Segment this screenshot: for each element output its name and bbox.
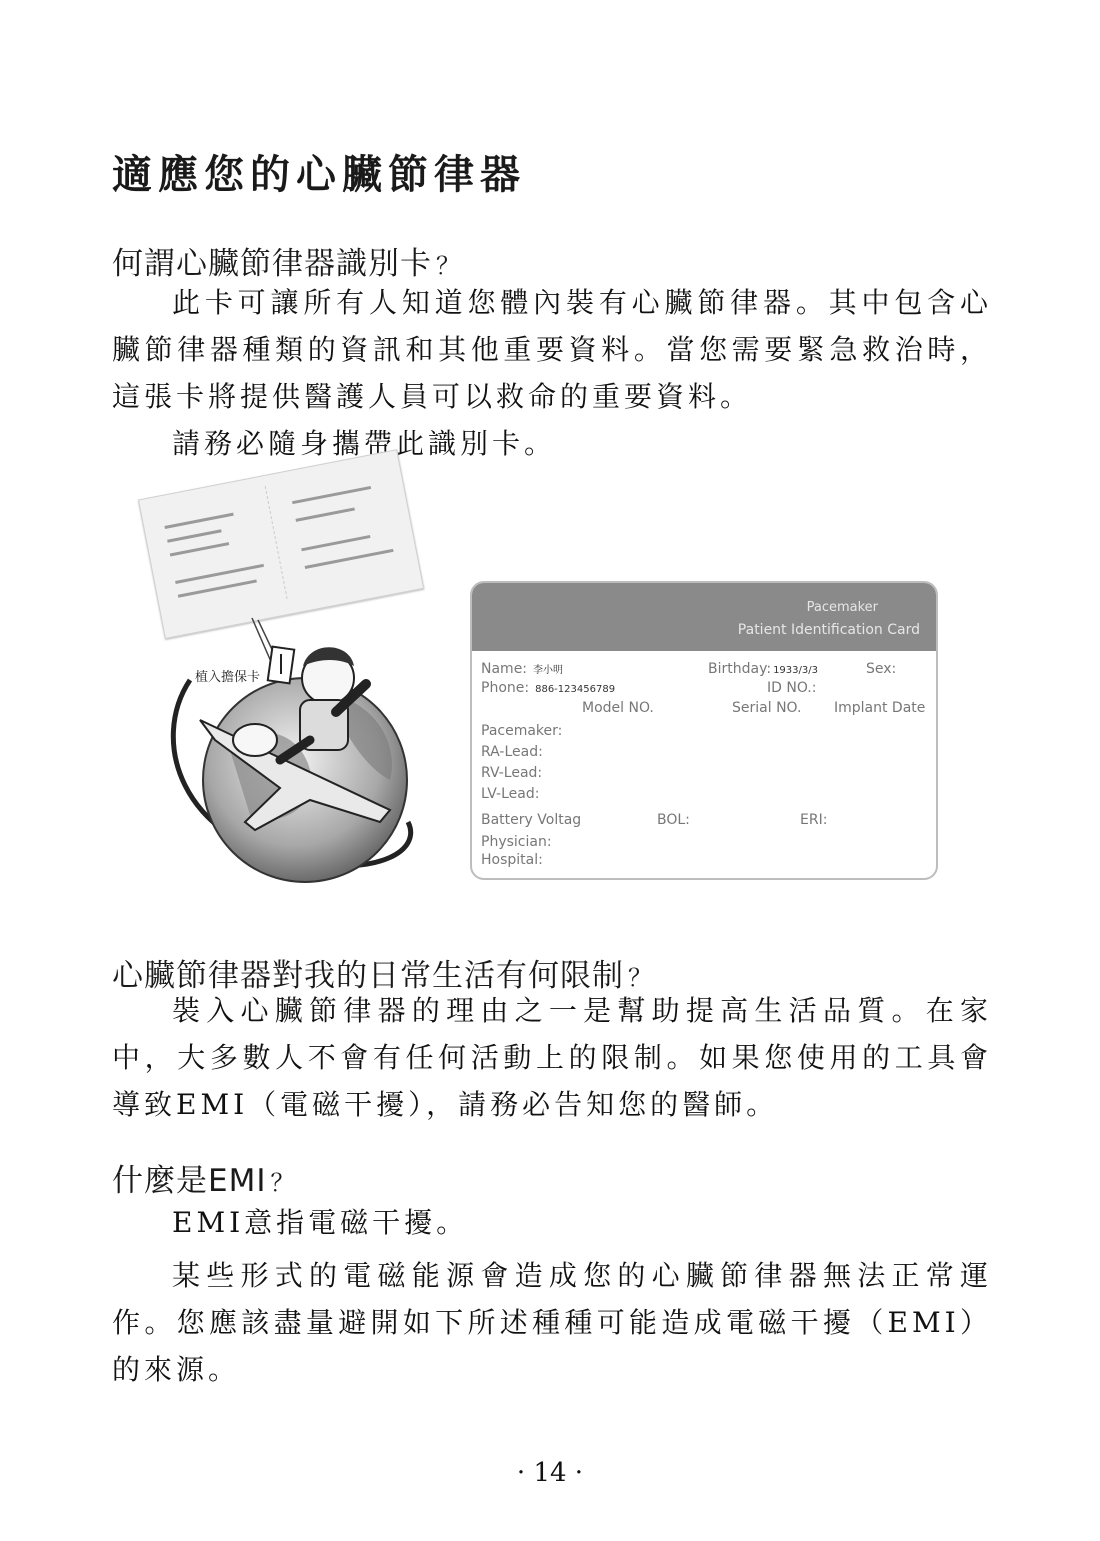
section-heading-emi [112,1155,295,1200]
id-no-field: ID NO.: [767,680,817,696]
battery-voltage-field: Battery Voltag [481,812,582,828]
question-mark: ？ [628,964,653,992]
column-implant-date: Implant Date [834,700,926,716]
page-number: · 14 · [516,1458,584,1488]
section-heading-id-card [112,238,461,283]
row-lv-lead: LV-Lead: [481,786,540,802]
heading-text: 什麼是EMI [112,1163,267,1199]
paragraph: 請務必隨身攜帶此識別卡。 [172,427,557,460]
sex-field: Sex: [866,661,897,677]
heading-text: 何謂心臟節律器識別卡 [112,246,432,282]
card-header-title: Pacemaker [806,600,878,615]
row-ra-lead: RA-Lead: [481,744,543,760]
question-mark: ？ [270,1169,296,1197]
paragraph: EMI意指電磁干擾。 [172,1206,469,1239]
paragraph: 某些形式的電磁能源會造成您的心臟節律器無法正常運作。您應該盡量避開如下所述種種可能造成電磁干擾（EMI）的來源。 [112,1259,992,1386]
section-daily-life-body [112,987,992,1128]
paragraph: 此卡可讓所有人知道您體內裝有心臟節律器。其中包含心臟節律器種類的資訊和其他重要資料。當您需要緊急救治時，這張卡將提供醫護人員可以救命的重要資料。 [112,286,992,413]
name-field: Name: 李小明 [481,661,564,677]
card-header-subtitle: Patient Identification Card [737,622,920,638]
implant-card-label: 植入擔保卡 [195,670,261,685]
column-model: Model NO. [582,700,654,716]
question-mark: ？ [436,252,461,280]
bol-field: BOL: [657,812,690,828]
phone-field: Phone: 886-123456789 [481,680,616,696]
hospital-field: Hospital: [481,852,543,868]
paragraph: 裝入心臟節律器的理由之一是幫助提高生活品質。在家中，大多數人不會有任何活動上的限制。如果您使用的工具會導致EMI（電磁干擾），請務必告知您的醫師。 [112,994,992,1121]
column-serial: Serial NO. [732,700,802,716]
section-emi-body [112,1199,992,1393]
card-back-panel [271,462,411,598]
physician-field: Physician: [481,834,552,850]
section-id-card-body [112,279,992,467]
heading-text: 心臟節律器對我的日常生活有何限制 [112,958,624,994]
page-title: 適應您的心臟節律器 [112,151,526,198]
birthday-field: Birthday: 1933/3/3 [708,661,818,677]
card-header [472,583,936,651]
eri-field: ERI: [800,812,828,828]
row-pacemaker: Pacemaker: [481,723,563,739]
globe-cartoon-illustration [160,600,440,885]
patient-id-card [470,581,938,880]
row-rv-lead: RV-Lead: [481,765,543,781]
